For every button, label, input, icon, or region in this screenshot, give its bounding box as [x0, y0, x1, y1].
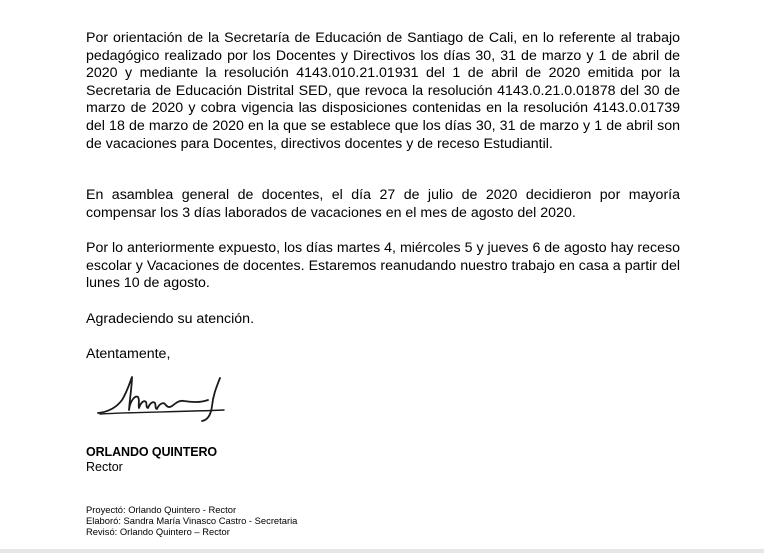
signer-role: Rector	[86, 460, 123, 474]
credit-drafted: Elaboró: Sandra María Vinasco Castro - Secretaria	[86, 514, 298, 526]
signer-name: ORLANDO QUINTERO	[86, 445, 218, 459]
paragraph-assembly: En asamblea general de docentes, el día 27 de julio de 2020 decidieron por mayoría compensar los 3 días laborados de vacaciones en el mes de agosto del 2020.	[86, 187, 680, 221]
paragraph-orientation: Por orientación de la Secretaría de Educación de Santiago de Cali, en lo referente al trabajo pedagógico realizado por los Docentes y Directivos los días 30, 31 de marzo y 1 de abril de 2020 y mediante la resolución 4143.010.21.01931 del 1 de abril de 2020 emitida por la Secretaria de Educación Distrital SED, que revoca la resolución 4143.0.21.0.01878 del 30 de marzo de 2020 y cobra vigencia las disposiciones contenidas en la resolución 4143.0.01739 del 18 de marzo de 2020 en la que se establece que los días 30, 31 de marzo y 1 de abril son de vacaciones para Docentes, directivos docentes y de receso Estudiantil.	[86, 30, 680, 152]
paragraph-recess: Por lo anteriormente expuesto, los días martes 4, miércoles 5 y jueves 6 de agosto hay receso escolar y Vacaciones de docentes. Estaremos reanudando nuestro trabajo en casa a partir del lunes 10 de agosto.	[86, 240, 680, 292]
credit-reviewed: Revisó: Orlando Quintero – Rector	[86, 525, 230, 537]
document-credits	[86, 505, 297, 537]
credit-projected: Proyectó: Orlando Quintero - Rector	[86, 504, 237, 515]
handwritten-signature	[96, 370, 232, 422]
page-bottom-edge	[0, 549, 764, 553]
closing-line: Atentamente,	[86, 346, 171, 362]
thanks-line: Agradeciendo su atención.	[86, 311, 255, 327]
